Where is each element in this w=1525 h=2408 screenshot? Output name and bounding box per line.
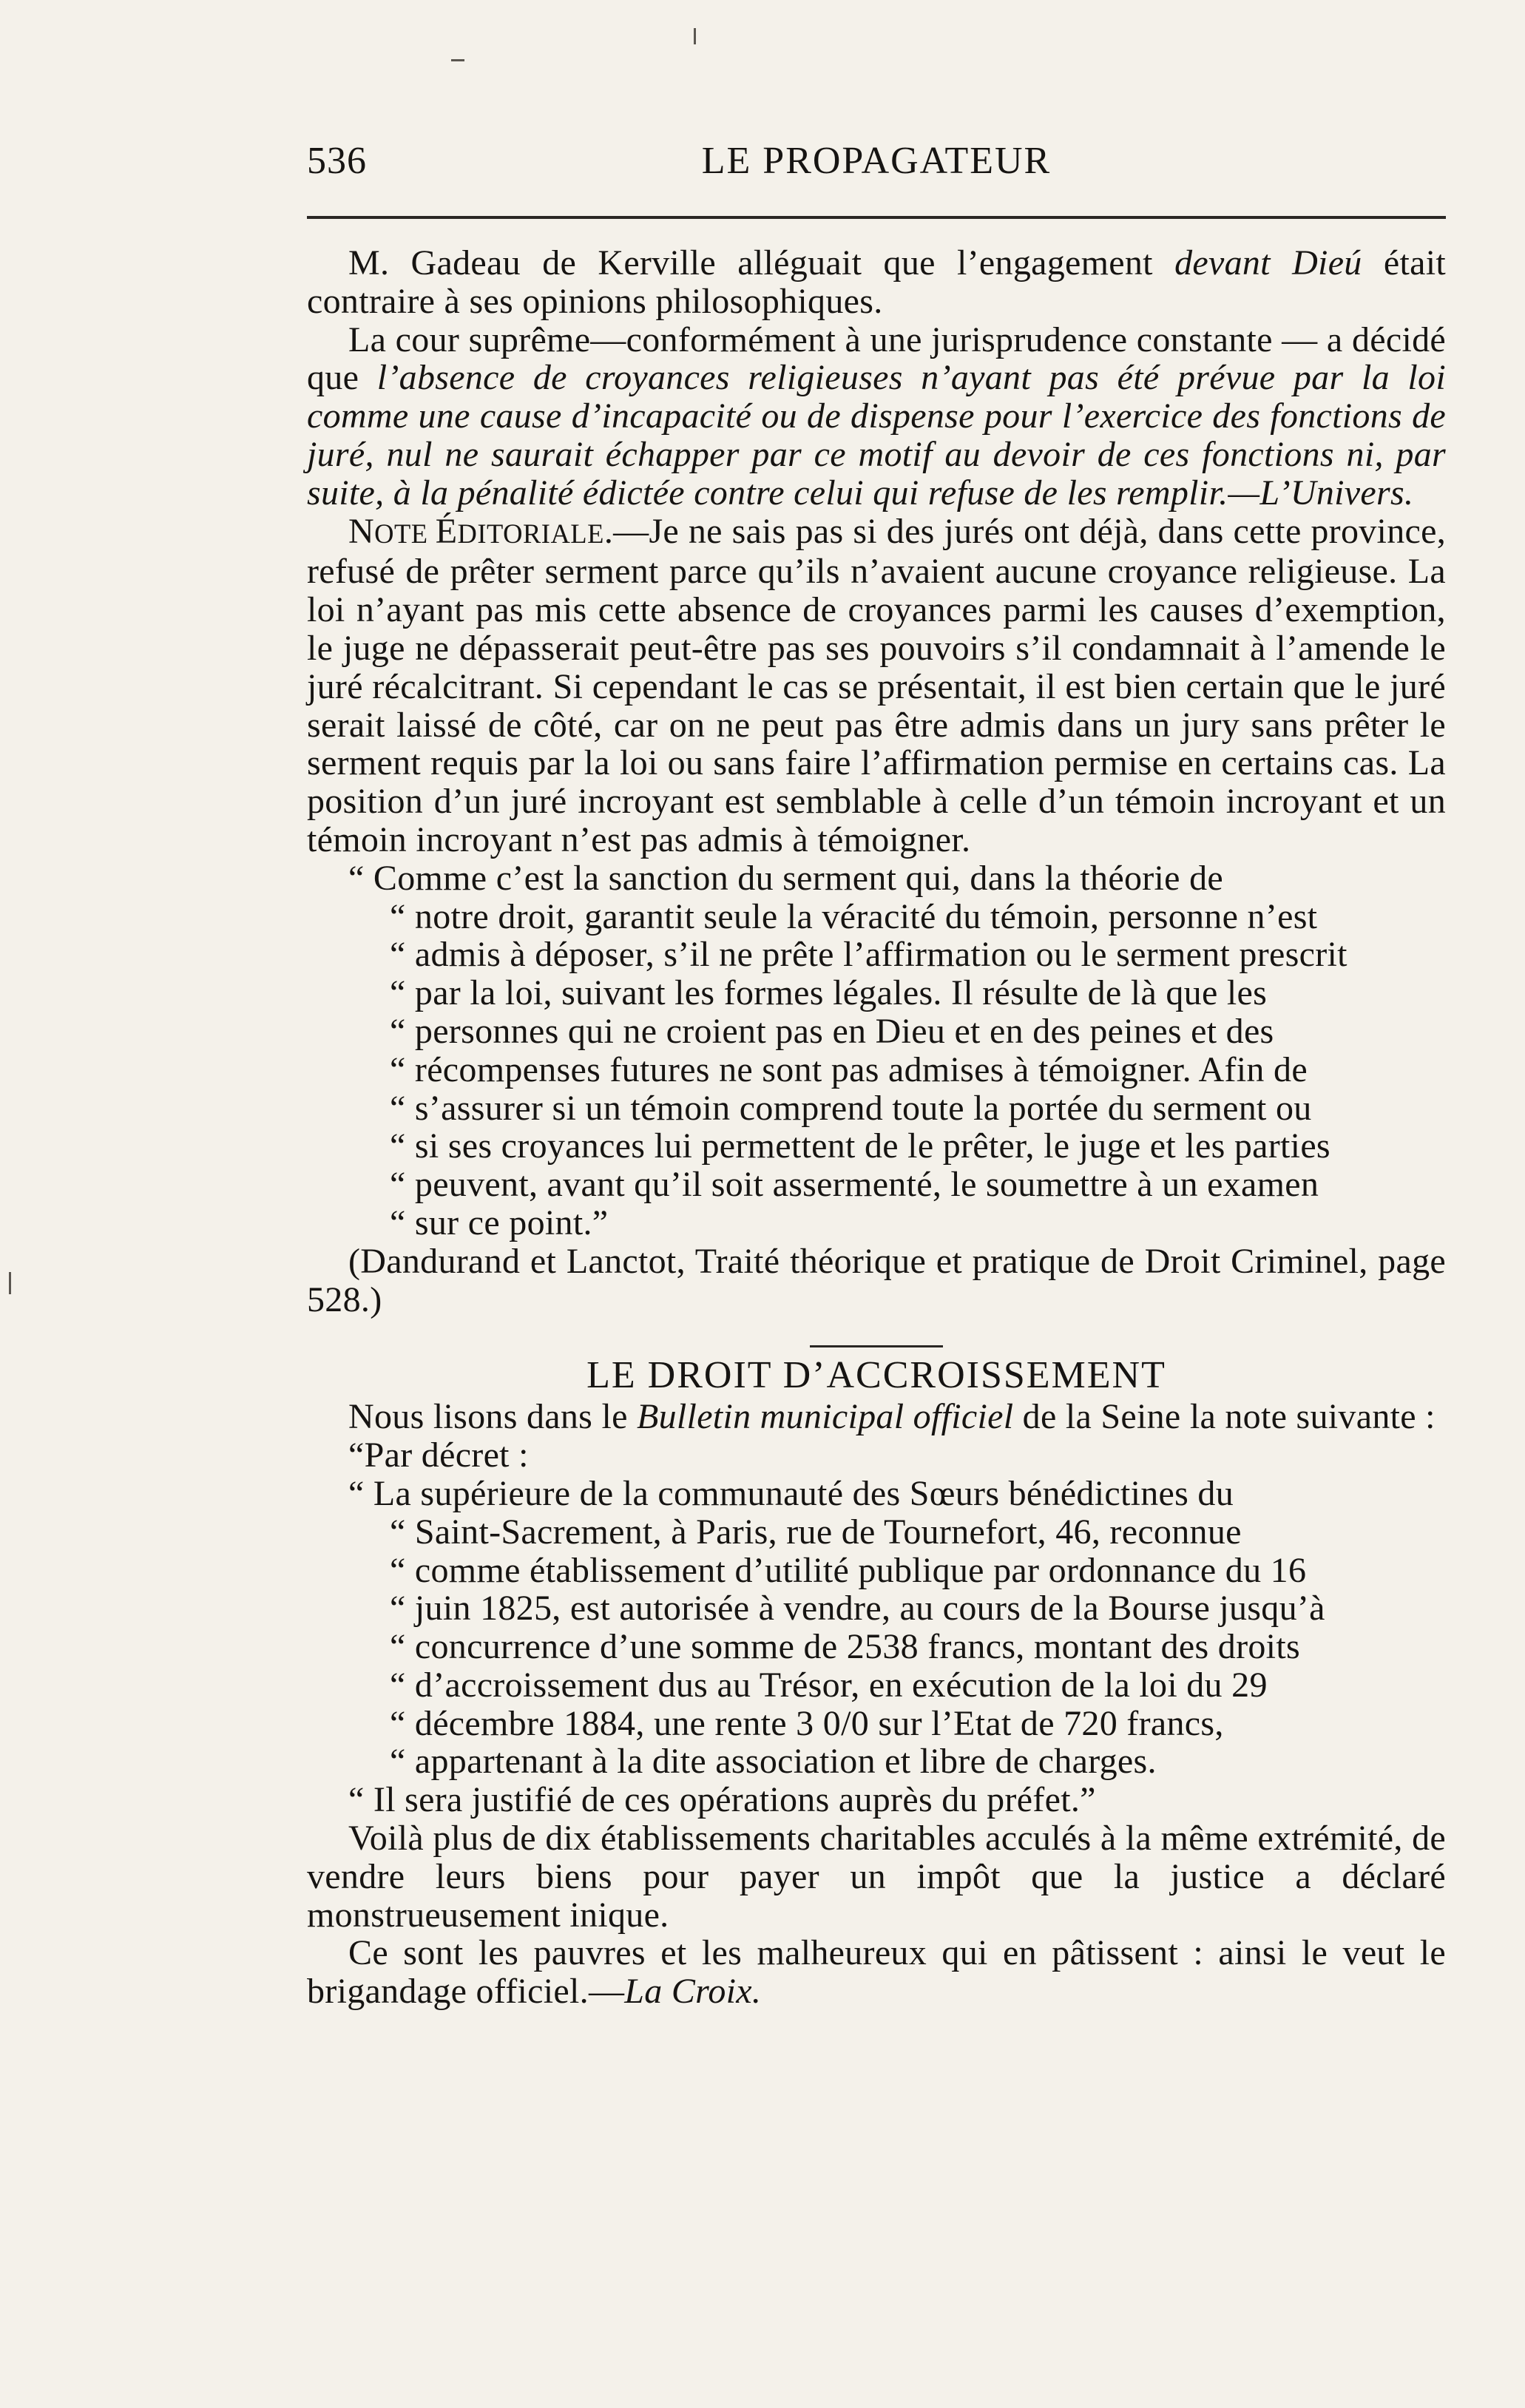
decree-block bbox=[307, 1475, 1446, 1819]
quote-line: “ récompenses futures ne sont pas admises à témoigner. Afin de bbox=[390, 1049, 1308, 1089]
decree-line: “ juin 1825, est autorisée à vendre, au cours de la Bourse jusqu’à bbox=[390, 1589, 1325, 1629]
quote-line: “ admis à déposer, s’il ne prête l’affirmation ou le serment prescrit bbox=[390, 935, 1348, 975]
decree-line: “ Il sera justifié de ces opérations auprès du préfet.” bbox=[348, 1780, 1096, 1820]
page-body bbox=[307, 244, 1446, 2011]
scan-mark-left bbox=[9, 1272, 11, 1294]
quote-line: “ peuvent, avant qu’il soit assermenté, le soumettre à un examen bbox=[390, 1165, 1319, 1205]
quote-line: “ notre droit, garantit seule la véracité du témoin, personne n’est bbox=[390, 896, 1318, 936]
quote-block bbox=[307, 859, 1446, 1242]
note-label: NOTE ÉDITORIALE bbox=[348, 511, 604, 551]
decree-line: “ appartenant à la dite association et libre de charges. bbox=[390, 1742, 1157, 1782]
header-rule bbox=[307, 216, 1446, 219]
quote-line: “ Comme c’est la sanction du serment qui, dans la théorie de bbox=[348, 858, 1223, 898]
page-number: 536 bbox=[307, 140, 367, 182]
quote-line: “ si ses croyances lui permettent de le prêter, le juge et les parties bbox=[390, 1126, 1330, 1166]
section-title: LE DROIT D’ACCROISSEMENT bbox=[586, 1354, 1166, 1397]
quote-line: “ personnes qui ne croient pas en Dieu et en des peines et des bbox=[390, 1011, 1274, 1051]
paragraph-note-editoriale: NOTE ÉDITORIALE.—Je ne sais pas si des jurés ont déjà, dans cette province, refusé de prêter serment parce qu’ils n’avaient aucune croyance religieuse. La loi n’ayant pas mis cette absence de croyances parmi les causes d’exemption, le juge ne dépasserait peut-être pas ses pouvoirs s’il condamnait à l’amende le juré récalcitrant. Si cependant le cas se présentait, il est bien certain que le juré serait laissé de côté, car on ne peut pas être admis dans un jury sans prêter le serment requis par la loi ou sans faire l’affirmation permise en certains cas. La position d’un juré incroyant est semblable à celle d’un témoin incroyant et un témoin incroyant n’est pas admis à témoigner. bbox=[307, 511, 1447, 859]
paragraph-intro: Nous lisons dans le Bulletin municipal officiel de la Seine la note suivante : bbox=[348, 1397, 1436, 1437]
page-header bbox=[307, 133, 1446, 189]
scan-mark-top bbox=[694, 28, 696, 44]
citation-reference: (Dandurand et Lanctot, Traité théorique et pratique de Droit Criminel, page 528.) bbox=[307, 1241, 1446, 1319]
quote-line: “ par la loi, suivant les formes légales. Il résulte de là que les bbox=[390, 973, 1268, 1013]
quote-line: “ s’assurer si un témoin comprend toute la portée du serment ou bbox=[390, 1088, 1312, 1128]
paragraph-final: Ce sont les pauvres et les malheureux qui en pâtissent : ainsi le veut le brigandage officiel.—La Croix. bbox=[307, 1933, 1446, 2012]
decree-line: “ La supérieure de la communauté des Sœurs bénédictines du bbox=[348, 1473, 1234, 1513]
quote-line: “ sur ce point.” bbox=[390, 1203, 609, 1242]
section-divider bbox=[810, 1345, 943, 1347]
paragraph-kerville: M. Gadeau de Kerville alléguait que l’engagement devant Dieú était contraire à ses opinions philosophiques. bbox=[307, 243, 1446, 321]
decree-line: “ décembre 1884, une rente 3 0/0 sur l’Etat de 720 francs, bbox=[390, 1703, 1224, 1743]
decree-line: “ d’accroissement dus au Trésor, en exécution de la loi du 29 bbox=[390, 1665, 1268, 1705]
decree-line: “ Saint-Sacrement, à Paris, rue de Tournefort, 46, reconnue bbox=[390, 1512, 1242, 1552]
paragraph-cour-supreme: La cour suprême—conformément à une jurisprudence constante — a décidé que l’absence de croyances religieuses n’ayant pas été prévue par la loi comme une cause d’incapacité ou de dispense pour l’exercice des fonctions de juré, nul ne saurait échapper par ce motif au devoir de ces fonctions ni, par suite, à la pénalité édictée contre celui qui refuse de les remplir.—L’Univers. bbox=[307, 319, 1446, 513]
decree-line: “ comme établissement d’utilité publique par ordonnance du 16 bbox=[390, 1550, 1307, 1590]
running-head: LE PROPAGATEUR bbox=[701, 140, 1052, 182]
decree-heading: “Par décret : bbox=[348, 1435, 529, 1475]
decree-line: “ concurrence d’une somme de 2538 francs, montant des droits bbox=[390, 1627, 1300, 1667]
scan-mark-top-2 bbox=[451, 59, 464, 61]
paragraph-closing: Voilà plus de dix établissements charitables acculés à la même extrémité, de vendre leurs biens pour payer un impôt que la justice a déclaré monstrueusement inique. bbox=[307, 1819, 1446, 1935]
